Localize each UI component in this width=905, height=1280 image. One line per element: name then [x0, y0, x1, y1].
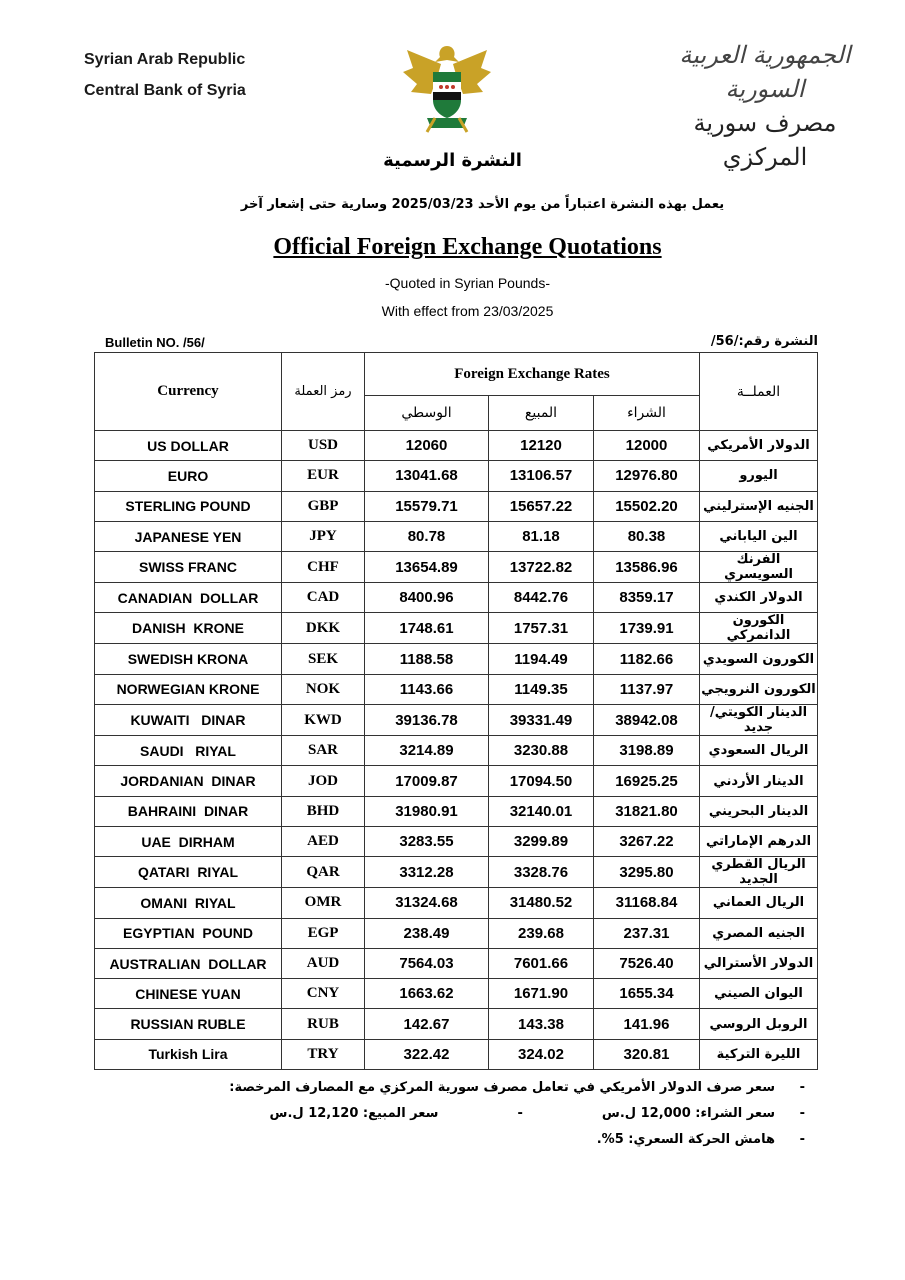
sell-rate: 3299.89	[489, 826, 594, 856]
sell-rate: 3230.88	[489, 736, 594, 766]
currency-code: QAR	[282, 857, 365, 888]
currency-name-ar: الدولار الأسترالي	[700, 948, 818, 978]
table-row	[95, 766, 818, 796]
currency-name-ar: الكورون السويدي	[700, 644, 818, 674]
mid-rate: 31324.68	[365, 888, 489, 918]
buy-rate: 13586.96	[594, 552, 700, 583]
mid-rate: 15579.71	[365, 491, 489, 521]
sell-rate: 39331.49	[489, 705, 594, 736]
sell-rate: 1671.90	[489, 979, 594, 1009]
sell-rate: 32140.01	[489, 796, 594, 826]
buy-rate: 80.38	[594, 521, 700, 551]
note-margin	[185, 1127, 805, 1153]
table-row	[95, 979, 818, 1009]
note-margin-text: هامش الحركة السعري: 5%.	[596, 1132, 775, 1147]
table-row	[95, 857, 818, 888]
currency-name-ar: الروبل الروسي	[700, 1009, 818, 1039]
currency-name-ar: الدينار الأردني	[700, 766, 818, 796]
buy-rate: 8359.17	[594, 583, 700, 613]
currency-name-en: OMANI RIYAL	[95, 888, 282, 918]
table-row	[95, 826, 818, 856]
mid-rate: 142.67	[365, 1009, 489, 1039]
currency-code: KWD	[282, 705, 365, 736]
bulletin-number-ar: النشرة رقم:/56/	[710, 334, 818, 349]
currency-name-ar: الكورون النرويجي	[700, 674, 818, 704]
mid-rate: 13041.68	[365, 461, 489, 491]
table-row	[95, 705, 818, 736]
currency-name-en: NORWEGIAN KRONE	[95, 674, 282, 704]
currency-name-ar: الدينار الكويتي/ جديد	[700, 705, 818, 736]
buy-rate: 3198.89	[594, 736, 700, 766]
currency-name-ar: الدولار الكندي	[700, 583, 818, 613]
buy-rate: 1655.34	[594, 979, 700, 1009]
mid-rate: 3283.55	[365, 826, 489, 856]
currency-name-en: STERLING POUND	[95, 491, 282, 521]
mid-rate: 1663.62	[365, 979, 489, 1009]
mid-rate: 322.42	[365, 1039, 489, 1069]
sell-rate: 1149.35	[489, 674, 594, 704]
header-currency-ar: العملــة	[700, 353, 818, 431]
note-separator: -	[517, 1106, 523, 1121]
currency-code: AUD	[282, 948, 365, 978]
buy-rate: 1182.66	[594, 644, 700, 674]
issuer-country-ar: الجمهورية العربية السورية	[679, 41, 851, 103]
currency-code: AED	[282, 826, 365, 856]
table-row	[95, 552, 818, 583]
buy-rate: 31821.80	[594, 796, 700, 826]
table-row	[95, 491, 818, 521]
currency-name-en: QATARI RIYAL	[95, 857, 282, 888]
table-row	[95, 583, 818, 613]
currency-name-ar: الكورون الدانمركي	[700, 613, 818, 644]
currency-name-ar: الين الياباني	[700, 521, 818, 551]
currency-code: SEK	[282, 644, 365, 674]
sell-rate: 143.38	[489, 1009, 594, 1039]
currency-name-ar: اليوان الصيني	[700, 979, 818, 1009]
currency-code: SAR	[282, 736, 365, 766]
sell-rate: 8442.76	[489, 583, 594, 613]
rate-rows	[95, 431, 818, 1070]
currency-name-ar: الفرنك السويسري	[700, 552, 818, 583]
table-row	[95, 736, 818, 766]
buy-rate: 3267.22	[594, 826, 700, 856]
buy-rate: 1739.91	[594, 613, 700, 644]
currency-code: BHD	[282, 796, 365, 826]
table-row	[95, 461, 818, 491]
currency-name-en: US DOLLAR	[95, 431, 282, 461]
sell-rate: 239.68	[489, 918, 594, 948]
currency-name-en: Turkish Lira	[95, 1039, 282, 1069]
currency-name-ar: الجنيه المصري	[700, 918, 818, 948]
header-fx-rates: Foreign Exchange Rates	[365, 353, 700, 396]
buy-rate: 16925.25	[594, 766, 700, 796]
buy-rate: 38942.08	[594, 705, 700, 736]
table-row	[95, 674, 818, 704]
sell-rate: 13722.82	[489, 552, 594, 583]
note-bullet: -	[799, 1132, 805, 1147]
mid-rate: 17009.87	[365, 766, 489, 796]
issuer-en	[84, 44, 246, 106]
note-usd-rate-text: سعر صرف الدولار الأمريكي في تعامل مصرف سورية المركزي مع المصارف المرخصة:	[229, 1080, 775, 1095]
mid-rate: 7564.03	[365, 948, 489, 978]
mid-rate: 3312.28	[365, 857, 489, 888]
title-en: Official Foreign Exchange Quotations	[273, 234, 662, 260]
currency-code: DKK	[282, 613, 365, 644]
currency-code: GBP	[282, 491, 365, 521]
currency-name-en: JAPANESE YEN	[95, 521, 282, 551]
mid-rate: 13654.89	[365, 552, 489, 583]
currency-name-en: UAE DIRHAM	[95, 826, 282, 856]
currency-name-en: SWEDISH KRONA	[95, 644, 282, 674]
header-code: رمز العملة	[282, 353, 365, 431]
buy-rate: 320.81	[594, 1039, 700, 1069]
sell-rate: 1757.31	[489, 613, 594, 644]
buy-rate: 15502.20	[594, 491, 700, 521]
sell-rate: 3328.76	[489, 857, 594, 888]
buy-rate: 1137.97	[594, 674, 700, 704]
effect-date-ar: يعمل بهذه النشرة اعتباراً من يوم الأحد 2025/03/23 وسارية حتى إشعار آخر	[240, 197, 725, 212]
sell-rate: 13106.57	[489, 461, 594, 491]
title-ar: النشرة الرسمية	[383, 150, 522, 171]
table-row	[95, 521, 818, 551]
currency-code: JOD	[282, 766, 365, 796]
currency-code: USD	[282, 431, 365, 461]
currency-name-ar: الريال القطري الجديد	[700, 857, 818, 888]
table-row	[95, 1039, 818, 1069]
currency-code: NOK	[282, 674, 365, 704]
currency-name-ar: الريال العماني	[700, 888, 818, 918]
buy-rate: 141.96	[594, 1009, 700, 1039]
note-buy-sell	[185, 1101, 805, 1127]
currency-name-en: EGYPTIAN POUND	[95, 918, 282, 948]
quoted-currency-note: -Quoted in Syrian Pounds-	[385, 275, 550, 291]
currency-code: CNY	[282, 979, 365, 1009]
currency-code: OMR	[282, 888, 365, 918]
header-buy: الشراء	[594, 396, 700, 431]
currency-name-en: AUSTRALIAN DOLLAR	[95, 948, 282, 978]
note-bullet: -	[799, 1106, 805, 1121]
mid-rate: 1143.66	[365, 674, 489, 704]
buy-rate: 3295.80	[594, 857, 700, 888]
table-row	[95, 918, 818, 948]
notes	[185, 1075, 805, 1153]
mid-rate: 39136.78	[365, 705, 489, 736]
mid-rate: 238.49	[365, 918, 489, 948]
mid-rate: 1748.61	[365, 613, 489, 644]
sell-rate: 7601.66	[489, 948, 594, 978]
currency-name-en: BAHRAINI DINAR	[95, 796, 282, 826]
currency-code: CAD	[282, 583, 365, 613]
buy-rate: 31168.84	[594, 888, 700, 918]
header-mid: الوسطي	[365, 396, 489, 431]
table-row	[95, 1009, 818, 1039]
table-row	[95, 796, 818, 826]
note-bullet: -	[799, 1080, 805, 1095]
currency-name-en: KUWAITI DINAR	[95, 705, 282, 736]
sell-rate: 17094.50	[489, 766, 594, 796]
mid-rate: 80.78	[365, 521, 489, 551]
eagle-emblem-icon	[397, 38, 497, 138]
sell-rate: 31480.52	[489, 888, 594, 918]
buy-rate: 237.31	[594, 918, 700, 948]
currency-name-ar: الجنيه الإسترليني	[700, 491, 818, 521]
sell-rate: 324.02	[489, 1039, 594, 1069]
mid-rate: 31980.91	[365, 796, 489, 826]
currency-name-ar: الدرهم الإماراتي	[700, 826, 818, 856]
mid-rate: 8400.96	[365, 583, 489, 613]
issuer-bank-en: Central Bank of Syria	[84, 82, 246, 99]
currency-name-en: SWISS FRANC	[95, 552, 282, 583]
currency-name-en: RUSSIAN RUBLE	[95, 1009, 282, 1039]
note-usd-rate	[185, 1075, 805, 1101]
currency-name-en: JORDANIAN DINAR	[95, 766, 282, 796]
currency-name-ar: اليورو	[700, 461, 818, 491]
buy-rate: 7526.40	[594, 948, 700, 978]
currency-name-ar: الليرة التركية	[700, 1039, 818, 1069]
sell-rate: 15657.22	[489, 491, 594, 521]
issuer-bank-ar: مصرف سورية المركزي	[693, 109, 837, 171]
table-row	[95, 948, 818, 978]
currency-name-ar: الدينار البحريني	[700, 796, 818, 826]
currency-code: EGP	[282, 918, 365, 948]
currency-name-en: DANISH KRONE	[95, 613, 282, 644]
currency-name-ar: الريال السعودي	[700, 736, 818, 766]
currency-code: JPY	[282, 521, 365, 551]
table-row	[95, 888, 818, 918]
table-row	[95, 613, 818, 644]
header-sell: المبيع	[489, 396, 594, 431]
buy-rate: 12976.80	[594, 461, 700, 491]
issuer-country-en: Syrian Arab Republic	[84, 51, 246, 68]
note-sell-rate: سعر المبيع: 12,120 ل.س	[269, 1106, 439, 1121]
currency-code: RUB	[282, 1009, 365, 1039]
mid-rate: 3214.89	[365, 736, 489, 766]
table-row	[95, 644, 818, 674]
sell-rate: 1194.49	[489, 644, 594, 674]
table-row	[95, 431, 818, 461]
currency-code: EUR	[282, 461, 365, 491]
currency-name-en: SAUDI RIYAL	[95, 736, 282, 766]
currency-name-en: CHINESE YUAN	[95, 979, 282, 1009]
exchange-rates-table	[94, 352, 818, 1070]
currency-code: TRY	[282, 1039, 365, 1069]
bulletin-number-en: Bulletin NO. /56/	[105, 335, 205, 350]
currency-name-en: EURO	[95, 461, 282, 491]
buy-rate: 12000	[594, 431, 700, 461]
header-currency: Currency	[95, 353, 282, 431]
effect-date-en: With effect from 23/03/2025	[381, 303, 554, 319]
currency-name-en: CANADIAN DOLLAR	[95, 583, 282, 613]
sell-rate: 81.18	[489, 521, 594, 551]
currency-name-ar: الدولار الأمريكي	[700, 431, 818, 461]
note-buy-rate: سعر الشراء: 12,000 ل.س	[601, 1106, 775, 1121]
mid-rate: 12060	[365, 431, 489, 461]
mid-rate: 1188.58	[365, 644, 489, 674]
currency-code: CHF	[282, 552, 365, 583]
sell-rate: 12120	[489, 431, 594, 461]
